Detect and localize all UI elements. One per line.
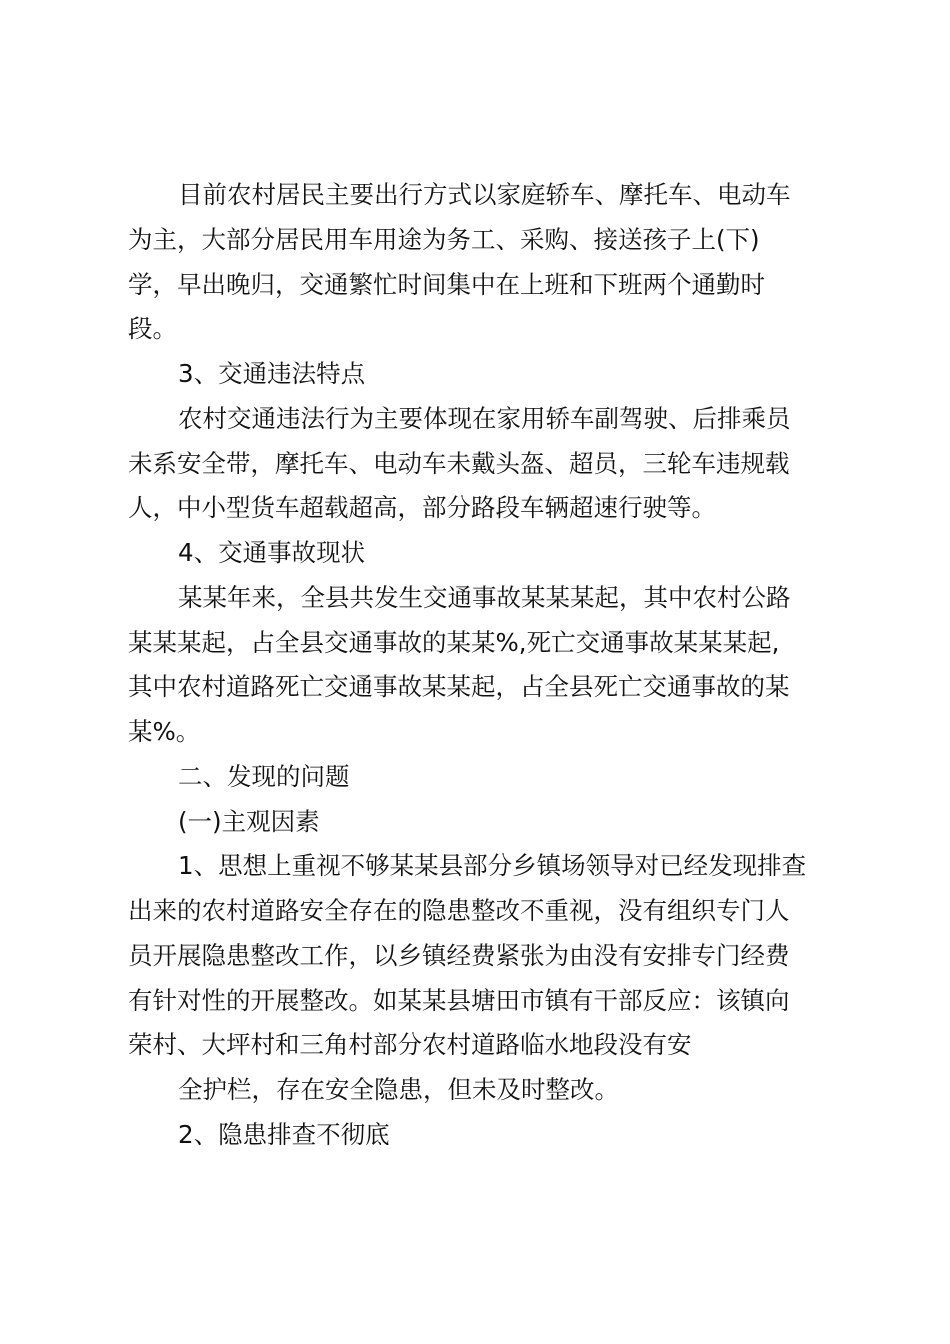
paragraph-line-16: 荣村、大坪村和三角村部分农村道路临水地段没有安 <box>128 1030 692 1059</box>
paragraph-line-13: 出来的农村道路安全存在的隐患整改不重视，没有组织专门人 <box>128 896 790 925</box>
paragraph-line-9: 某某某起，占全县交通事故的某某%,死亡交通事故某某某起, <box>128 628 780 657</box>
paragraph-line-17: 全护栏，存在安全隐患，但未及时整改。 <box>178 1075 619 1104</box>
paragraph-line-15: 有针对性的开展整改。如某某县塘田市镇有干部反应：该镇向 <box>128 986 790 1015</box>
paragraph-line-6: 未系安全带，摩托车、电动车未戴头盔、超员，三轮车违规载 <box>128 449 790 478</box>
paragraph-line-14: 员开展隐患整改工作，以乡镇经费紧张为由没有安排专门经费 <box>128 941 790 970</box>
paragraph-line-4: 段。 <box>128 314 177 343</box>
paragraph-line-7: 人，中小型货车超载超高，部分路段车辆超速行驶等。 <box>128 493 716 522</box>
subsection-heading-subjective: (一)主观因素 <box>178 807 320 836</box>
paragraph-line-5: 农村交通违法行为主要体现在家用轿车副驾驶、后排乘员 <box>178 404 791 433</box>
section-heading-3: 3、交通违法特点 <box>178 359 366 388</box>
paragraph-line-2: 为主，大部分居民用车用途为务工、采购、接送孩子上(下) <box>128 225 760 254</box>
paragraph-line-8: 某某年来，全县共发生交通事故某某某起，其中农村公路 <box>178 583 791 612</box>
paragraph-line-1: 目前农村居民主要出行方式以家庭轿车、摩托车、电动车 <box>178 180 791 209</box>
paragraph-line-12: 1、思想上重视不够某某县部分乡镇场领导对已经发现排查 <box>178 851 807 880</box>
section-heading-4: 4、交通事故现状 <box>178 538 366 567</box>
paragraph-line-10: 其中农村道路死亡交通事故某某起，占全县死亡交通事故的某 <box>128 672 790 701</box>
paragraph-line-11: 某%。 <box>128 717 201 746</box>
paragraph-line-3: 学，早出晚归，交通繁忙时间集中在上班和下班两个通勤时 <box>128 270 765 299</box>
subsection-heading-2: 2、隐患排查不彻底 <box>178 1120 390 1149</box>
section-heading-problems: 二、发现的问题 <box>178 762 350 791</box>
